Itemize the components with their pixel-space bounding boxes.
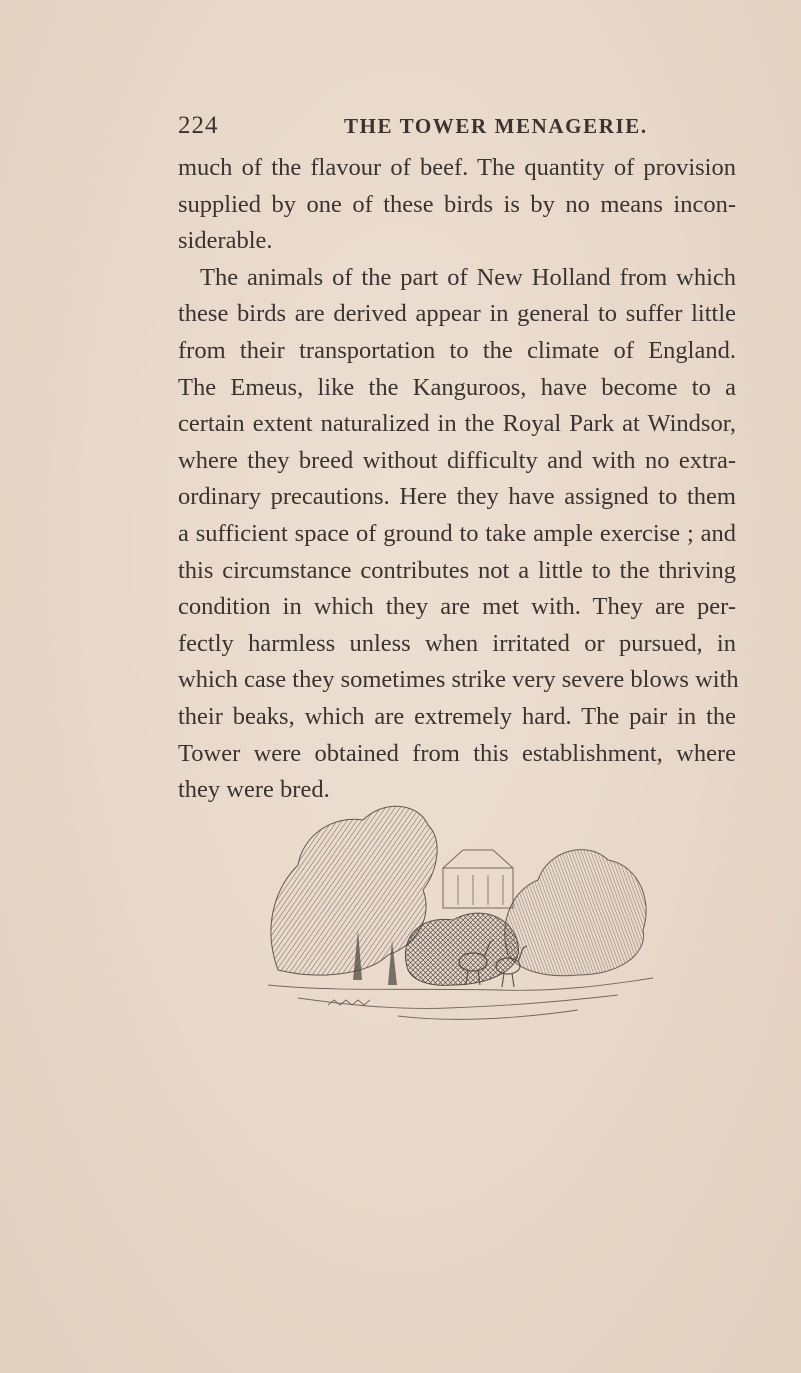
text-line: their beaks, which are extremely hard. The pair in the [178,702,736,730]
text-line: condition in which they are met with. They are per- [178,593,736,621]
text-line: supplied by one of these birds is by no means incon- [178,190,736,218]
text-line: they were bred. [178,776,330,804]
text-line: fectly harmless unless when irritated or pursued, in [178,629,736,657]
text-line: siderable. [178,227,273,255]
text-line: ordinary precautions. Here they have assigned to them [178,483,736,511]
distant-building [443,850,513,908]
text-line: Tower were obtained from this establishment, where [178,739,736,767]
running-title: THE TOWER MENAGERIE. [344,114,648,138]
body-text [178,150,739,809]
text-line: much of the flavour of beef. The quantity of provision [178,154,736,181]
text-line: this circumstance contributes not a little to the thriving [178,556,736,584]
text-line: The Emeus, like the Kanguroos, have become to a [178,373,736,401]
text-line: a sufficient space of ground to take ample exercise ; and [178,519,736,547]
text-line: from their transportation to the climate of England. [178,336,736,364]
text-line: certain extent naturalized in the Royal Park at Windsor, [178,410,736,438]
landscape-vignette-illustration [258,780,658,1030]
running-head [178,112,738,142]
right-trees [505,850,646,976]
text-line: these birds are derived appear in general to suffer little [178,300,736,328]
text-line: where they breed without difficulty and with no extra- [178,446,736,474]
text-line: which case they sometimes strike very severe blows with [178,666,739,694]
text-line: The animals of the part of New Holland from which [200,263,736,291]
page-number: 224 [178,112,219,139]
